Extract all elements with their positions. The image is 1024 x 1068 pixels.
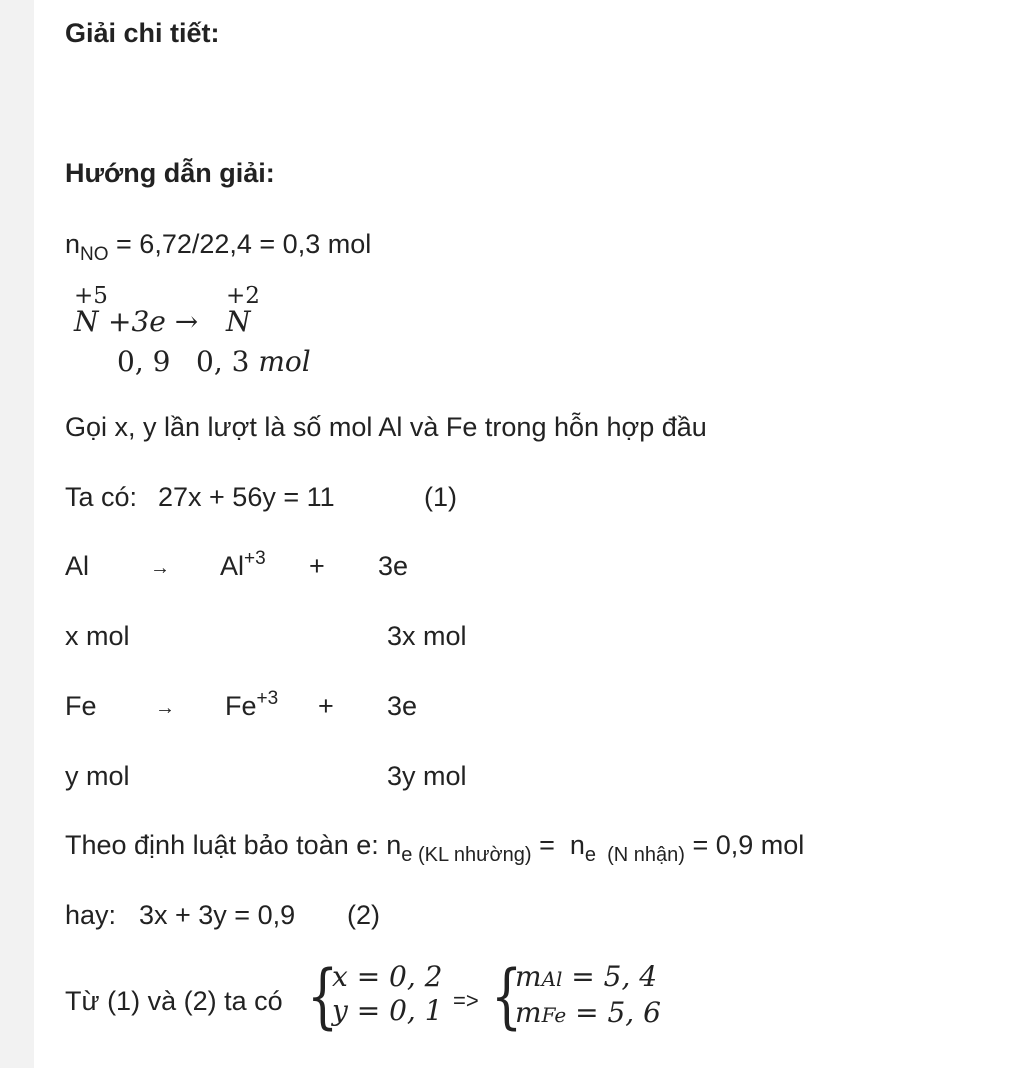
oxidation-state-left: +5 [74, 283, 108, 309]
eq1-label: (1) [424, 482, 457, 512]
fe-plus: + [318, 691, 334, 721]
brace-left: { [307, 955, 339, 1037]
eq1-expression: 27x + 56y = 11 [158, 482, 335, 512]
al-mol-left: x mol [65, 621, 130, 651]
mass-results: mAl = 5, 4 mFe = 5, 6 [515, 960, 661, 1029]
heading-detail: Giải chi tiết: [65, 18, 220, 48]
intro-text: Gọi x, y lần lượt là số mol Al và Fe trong hỗn hợp đầu [65, 412, 707, 442]
system-solution: x = 0, 2 y = 0, 1 [332, 960, 443, 1027]
nitrogen-left: N [74, 305, 99, 338]
al-metal: Al [65, 551, 90, 581]
al-plus: + [309, 551, 325, 581]
fe-mol-left: y mol [65, 761, 130, 791]
fe-ion: $Fe^{+3}$ [225, 688, 279, 721]
oxidation-state-right: +2 [226, 283, 260, 309]
nitrogen-amount: 0, 3 mol [196, 345, 311, 378]
eq2-prefix: hay: [65, 900, 117, 930]
al-ion: $Al^{+3}$ [220, 548, 266, 581]
nitrogen-right: N [226, 305, 251, 338]
heading-guide: Hướng dẫn giải: [65, 158, 275, 188]
eq2-label: (2) [347, 900, 380, 930]
n-symbol: n [65, 229, 81, 259]
electron-gain: +3e → [108, 305, 199, 338]
implies-sign: => [453, 988, 479, 1013]
fe-electrons: 3e [387, 691, 418, 721]
eq2-expression: 3x + 3y = 0,9 [139, 900, 296, 930]
moles-no-value: = 6,72/22,4 = 0,3 mol [108, 229, 372, 259]
al-electrons: 3e [378, 551, 409, 581]
fe-metal: Fe [65, 691, 97, 721]
eq1-prefix: Ta có: [65, 482, 138, 512]
al-mol-right: 3x mol [387, 621, 467, 651]
no-subscript: NO [80, 244, 109, 265]
electron-amount: 0, 9 [117, 345, 171, 378]
conservation-line: Theo định luật bảo toàn e: $n_{e (KL nhường)} = n_{e (N nhận)} = 0,9$ mol [65, 830, 805, 866]
brace-right: { [491, 955, 523, 1037]
conclusion-text: Từ (1) và (2) ta có [65, 986, 283, 1016]
al-arrow: → [150, 557, 170, 579]
moles-no-line [65, 228, 371, 264]
fe-mol-right: 3y mol [387, 761, 467, 791]
fe-arrow: → [155, 697, 175, 719]
